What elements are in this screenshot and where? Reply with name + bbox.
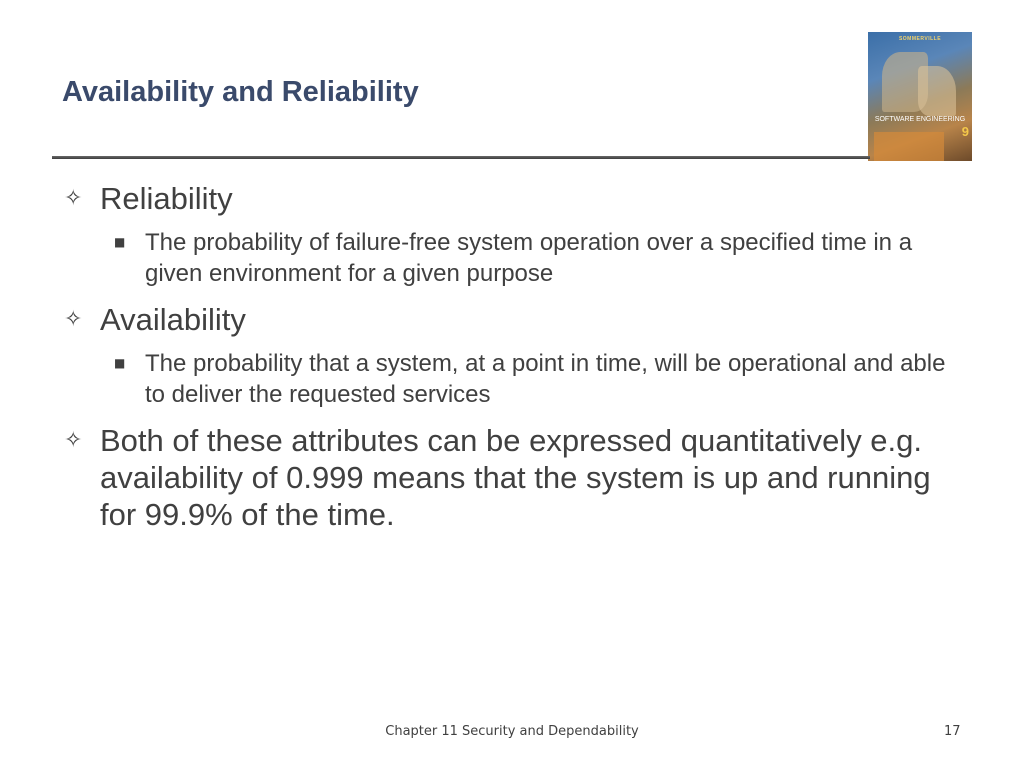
bullet-availability bbox=[62, 301, 972, 338]
star-bullet-icon: ✧ bbox=[64, 186, 83, 211]
cover-building-shape bbox=[874, 132, 944, 161]
star-bullet-icon: ✧ bbox=[64, 428, 83, 453]
cover-building-shape bbox=[918, 66, 956, 116]
bullet-text: Both of these attributes can be expressed quantitatively e.g. availability of 0.999 means that the system is up and running for 99.9% of the time. bbox=[100, 423, 931, 532]
sub-bullet-reliability-definition bbox=[62, 227, 972, 289]
square-bullet-icon: ■ bbox=[114, 235, 126, 249]
sub-bullet-availability-definition bbox=[62, 348, 972, 410]
cover-title: SOFTWARE ENGINEERING bbox=[874, 116, 966, 123]
slide-content bbox=[62, 180, 972, 543]
sub-bullet-text: The probability that a system, at a point in time, will be operational and able to deliver the requested services bbox=[145, 350, 946, 408]
square-bullet-icon: ■ bbox=[114, 356, 126, 370]
bullet-reliability bbox=[62, 180, 972, 217]
sub-bullet-text: The probability of failure-free system operation over a specified time in a given environment for a given purpose bbox=[145, 229, 913, 287]
footer-chapter-title: Chapter 11 Security and Dependability bbox=[385, 724, 639, 739]
title-divider bbox=[52, 156, 870, 159]
bullet-quantitative bbox=[62, 422, 972, 533]
bullet-text: Availability bbox=[100, 302, 246, 337]
slide-title: Availability and Reliability bbox=[62, 76, 419, 108]
star-bullet-icon: ✧ bbox=[64, 307, 83, 332]
cover-edition: 9 bbox=[961, 124, 969, 139]
cover-author: SOMMERVILLE bbox=[898, 36, 942, 42]
book-cover-image bbox=[868, 32, 972, 161]
page-number: 17 bbox=[944, 724, 961, 739]
bullet-text: Reliability bbox=[100, 181, 233, 216]
